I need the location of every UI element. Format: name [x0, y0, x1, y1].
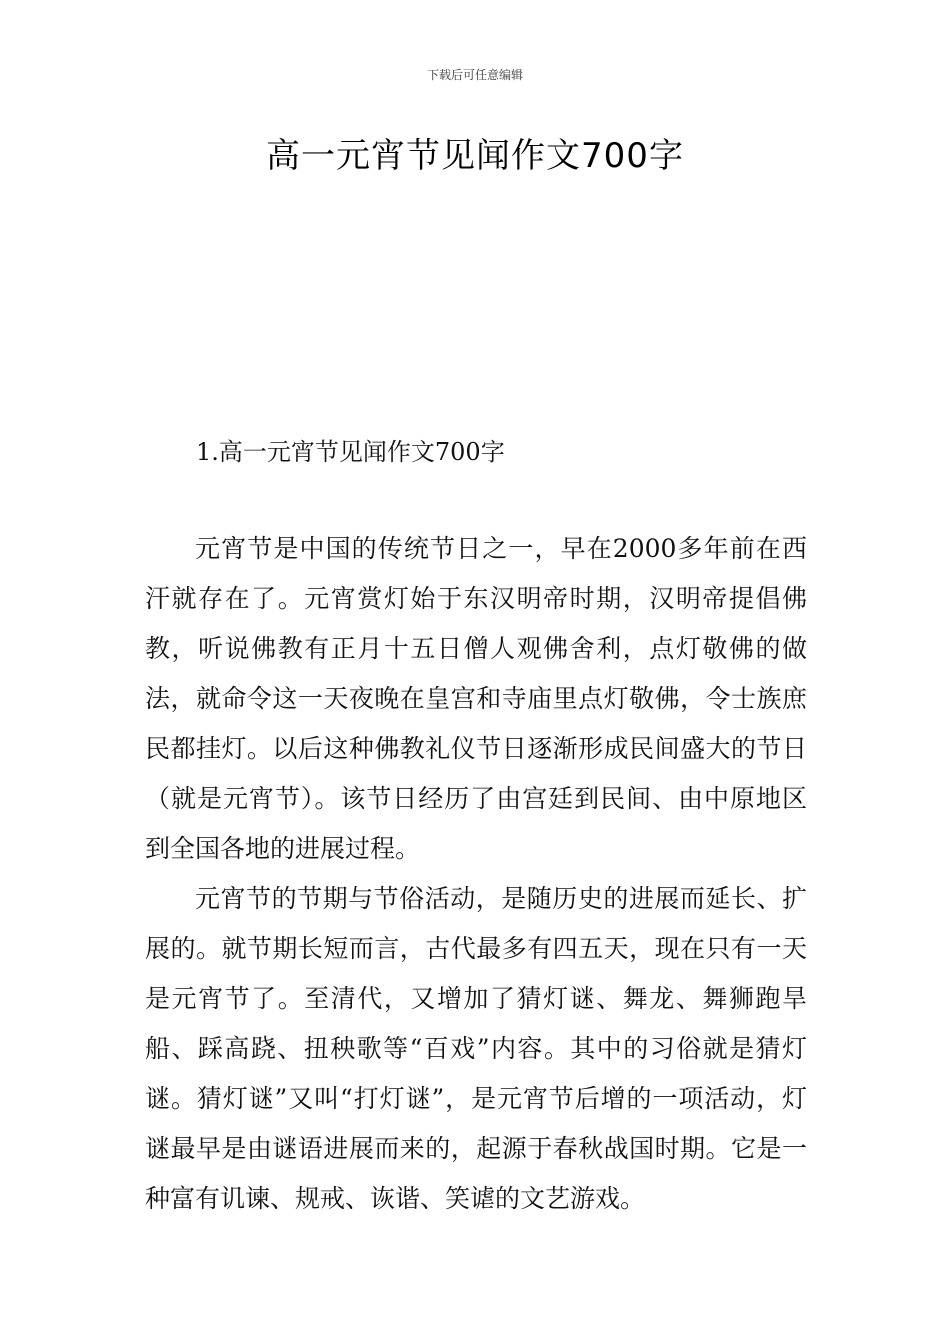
- paragraph-2: 元宵节的节期与节俗活动，是随历史的进展而延长、扩展的。就节期长短而言，古代最多有四五天，现在只有一天是元宵节了。至清代，又增加了猜灯谜、舞龙、舞狮跑旱船、踩高跷、扭秧歌等“百戏”内容。其中的习俗就是猜灯谜。猜灯谜”又叫“打灯谜”，是元宵节后增的一项活动，灯谜最早是由谜语进展而来的，起源于春秋战国时期。它是一种富有讥谏、规戒、诙谐、笑谑的文艺游戏。: [145, 884, 807, 1213]
- section-heading: 1.高一元宵节见闻作文700字: [196, 438, 505, 466]
- body-text: [145, 524, 807, 1224]
- header-note: 下载后可任意编辑: [426, 68, 523, 82]
- paragraph-1: 元宵节是中国的传统节日之一，早在2000多年前在西汗就存在了。元宵赏灯始于东汉明帝时期，汉明帝提倡佛教，听说佛教有正月十五日僧人观佛舍利，点灯敬佛的做法，就命令这一天夜晚在皇宫和寺庙里点灯敬佛，令士族庶民都挂灯。以后这种佛教礼仪节日逐渐形成民间盛大的节日（就是元宵节）。该节日经历了由宫廷到民间、由中原地区到全国各地的进展过程。: [145, 534, 807, 863]
- page-title: 高一元宵节见闻作文700字: [266, 136, 684, 176]
